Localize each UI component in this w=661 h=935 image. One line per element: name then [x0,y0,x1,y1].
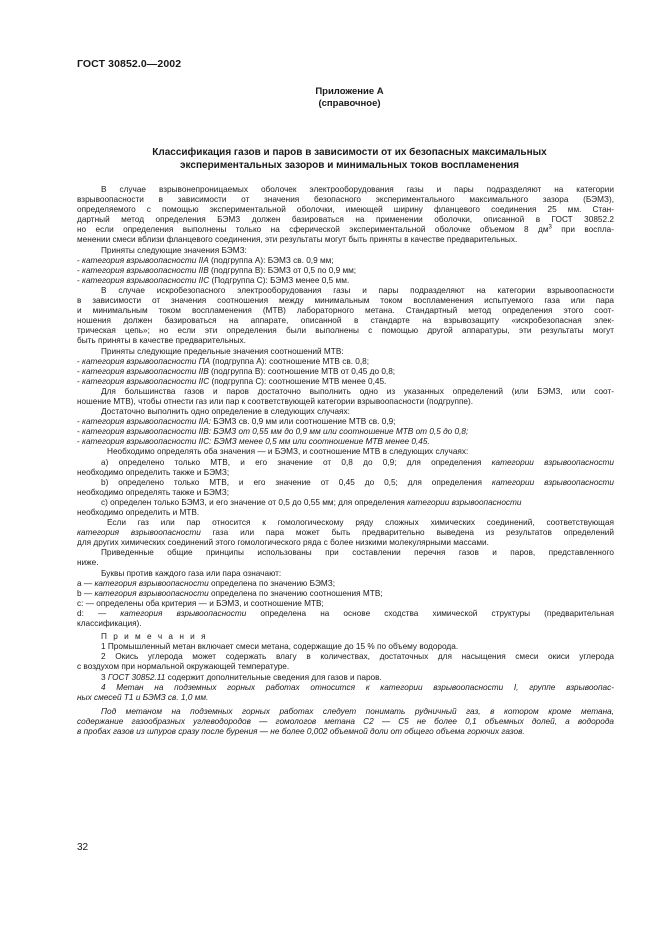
list-item: - категория взрывоопасности IIB (подгруппа В): соотношение МТВ от 0,45 до 0,8; [77,366,396,376]
paragraph-line: Для большинства газов и паров достаточно выполнить одно из указанных определений (или БЭМЗ, или соот- [101,386,614,396]
paragraph-line: в зависимости от значения соотношения между минимальным током воспламенения испытуемого газа или пара [77,296,614,306]
superscript: 3 [548,224,552,231]
paragraph-line: взрывоопасности в зависимости от значения безопасного экспериментального максимального зазора (БЭМЗ), [77,195,614,205]
section-title [0,147,661,172]
paragraph-line: определяемого с помощью экспериментальной оболочки, имеющей ширину фланцевого соединения 25 мм. Стан- [77,205,614,215]
list-item: c: — определены оба критерия — и БЭМЗ, и соотношение МТВ; [77,598,324,608]
paragraph-line: менении смеси вблизи фланцевого соединения, эти результаты могут быть приняты в качестве предварительных. [77,235,518,245]
paragraph-line: дартный метод определения БЭМЗ должен базироваться на применении оболочки, описанной в ГОСТ 30852.2 [77,215,614,225]
list-item: - категория взрывоопасности IIC (подгруппа С): соотношение МТВ менее 0,45. [77,376,387,386]
appendix-type: (справочное) [318,98,381,109]
paragraph-line: В случае искробезопасного электрооборудования газы и пары подразделяют на категории взрывоопасности [101,285,614,295]
note-item: 2 Окись углерода может содержать влагу в количествах, достаточных для насыщения смеси окиси углерода [101,652,614,662]
list-intro: Необходимо определять оба значения — и БЭМЗ, и соотношение МТВ в следующих случаях: [107,447,469,457]
document-body [77,185,614,737]
footnote-line: в пробах газов из шпуров сразу после бурения — не более 0,002 объемной доли от общего объема горючих газов. [77,726,525,736]
paragraph-line: Приведенные общие принципы использованы при составлении перечня газов и паров, представленного [101,548,614,558]
note-item: 1 Промышленный метан включает смеси метана, содержащие до 15 % по объему водорода. [101,642,459,652]
paragraph-line: быть приняты в качестве предварительных. [77,336,246,346]
list-item-cont: необходимо определить также и БЭМЗ; [77,467,230,477]
list-intro: Приняты следующие предельные значения соотношений МТВ: [101,346,344,356]
paragraph-line: Если газ или пар относится к гомологическому ряду сложных химических соединений, соответствующая [107,518,614,528]
list-item: а) определено только МТВ, и его значение от 0,8 до 0,9; для определения категории взрывоопасности [101,457,615,467]
list-intro: Буквы против каждого газа или пара означают: [101,568,282,578]
paragraph-line: для других химических соединений этого гомологического ряда с более низкими молекулярными массами. [77,538,489,548]
list-item: c) определен только БЭМЗ, и его значение от 0,5 до 0,55 мм; для определения категории взрывоопасности [101,497,522,507]
footnote-line: Под метаном на подземных горных работах следует понимать рудничный газ, в котором кроме метана, [101,706,614,716]
list-item: - категория взрывоопасности IIA (подгруппа А): БЭМЗ св. 0,9 мм; [77,255,334,265]
footnote-line: содержание газообразных углеводородов — гомологов метана С2 — С5 не более 0,1 объемных долей, а водорода [77,716,614,726]
list-item: b — категория взрывоопасности определена по значению соотношения МТВ; [77,588,383,598]
list-item: b) определено только МТВ, и его значение от 0,45 до 0,5; для определения категории взрывоопасности [101,477,615,487]
note-item-cont: ных смесей Т1 и БЭМЗ св. 1,0 мм. [77,692,209,702]
list-intro: Достаточно выполнить одно определение в следующих случаях: [101,407,350,417]
list-item: а — категория взрывоопасности определена по значению БЭМЗ; [77,578,336,588]
paragraph-line: ниже. [77,558,99,568]
note-item-cont: с воздухом при нормальной окружающей температуре. [77,662,290,672]
list-item: - категория взрывоопасности ПА (подгруппа А): соотношение МТВ св. 0,8; [77,356,370,366]
paragraph-line: ношения должен базироваться на аппарате, описанной в стандарте на взрывозащиту «искробезопасная элек- [77,316,614,326]
note-item: 3 ГОСТ 30852.11 содержит дополнительные сведения для газов и паров. [101,672,382,682]
paragraph-line: но если определения выполнены только на сферической экспериментальной оболочке объемом 8 $дм^3$ при воспла- [77,224,614,235]
list-item-cont: необходимо определять также и БЭМЗ; [77,487,230,497]
paragraph-line: категория взрывоопасности газа или пара может быть предварительно выведена из результатов определений [77,528,614,538]
list-item: - категория взрывоопасности IIC (Подгруппа С): БЭМЗ менее 0,5 мм. [77,275,350,285]
list-item-cont: необходимо определить и МТВ. [77,508,200,517]
paragraph-line: трическая цепь»; но если эти определения были выполнены с помощью другой аппаратуры, эти результаты могут [77,326,614,336]
list-item: - категория взрывоопасности IIB: БЭМЗ от 0,55 мм до 0,9 мм или соотношение МТВ от 0,5 до 0,8; [77,427,469,437]
document-code: ГОСТ 30852.0—2002 [77,58,182,70]
list-item: - категория взрывоопасности IIA: БЭМЗ св. 0,9 мм или соотношение МТВ св. 0,9; [77,417,396,427]
paragraph-line: ношение МТВ), чтобы отнести газ или пар к соответствующей категории взрывоопасности (подгруппе). [77,396,474,406]
appendix-heading [0,86,661,110]
list-intro: Приняты следующие значения БЭМЗ: [101,245,247,255]
list-item-cont: классификация). [77,619,142,629]
section-title-line2: экспериментальных зазоров и минимальных токов воспламенения [180,159,519,171]
list-item: - категория взрывоопасности IIB (подгруппа В): БЭМЗ от 0,5 по 0,9 мм; [77,265,357,275]
list-item: - категория взрывоопасности IIC: БЭМЗ менее 0,5 мм или соотношение МТВ менее 0,45. [77,437,430,447]
page-number: 32 [77,842,89,853]
notes-heading: П р и м е ч а н и я [101,632,208,642]
paragraph-line: и минимальным током воспламенения (МТВ) лабораторного метана. Стандартный метод определения этого соот- [77,306,614,316]
paragraph-line: В случае взрывонепроницаемых оболочек электрооборудования газы и пары подразделяют на категории [101,185,614,194]
section-title-line1: Классификация газов и паров в зависимости от их безопасных максимальных [152,147,547,158]
appendix-label: Приложение А [315,86,384,97]
note-item: 4 Метан на подземных горных работах относится к категории взрывоопасности I, группе взрывоопас- [101,682,614,692]
list-item: d: — категория взрывоопасности определена на основе сходства химической структуры (предварительная [77,608,614,618]
